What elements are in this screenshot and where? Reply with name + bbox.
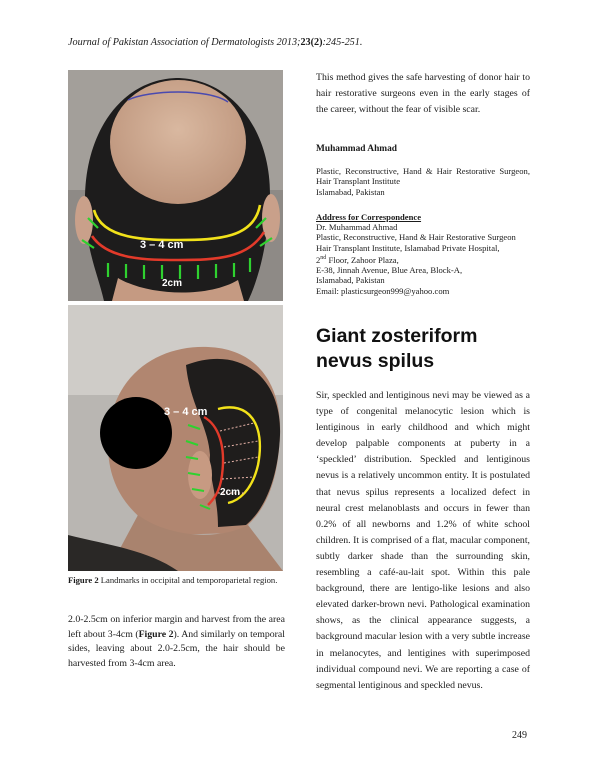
journal-volume: 23 — [300, 37, 311, 48]
figure-2b-temporoparietal-photo — [68, 305, 283, 571]
figure-b-margin-label: 2cm — [220, 487, 241, 498]
journal-issue: (2) — [310, 37, 323, 48]
correspondence-email: Email: plasticsurgeon999@yahoo.com — [316, 285, 450, 296]
correspondence-street: E-38, Jinnah Avenue, Blue Area, Block-A, — [316, 265, 463, 276]
author-affiliation — [316, 166, 530, 197]
journal-name: Journal of Pakistan Association of Dermatologists — [68, 37, 275, 48]
article-body: Sir, speckled and lentiginous nevi may be viewed as a type of congenital melanocytic lesion which is lentiginous in early childhood and which might develop palpable components at puberty in a ‘speckled’ distribution. Speckled and lentiginous nevus is a relatively uncommon entity. It is postulated that nevus spilus represents a localized defect in neural crest melanoblasts and occurs in fewer than 0.2% of all newborns and 1.2% of white school children. It is comprised of a flat, macular component, subtly darker shade than the surrounding skin, resembling a café-au-lait spot. Within this pale background, there are lentigo-like lesions and also elevated darker-brown nevi. Pathological examination shows, as the clinical appearance suggests, a background macular lesion with a very subtle increase in melanocytes, and lentigines with superimposed individual compound nevi. We are reporting a case of segmental lentiginous and speckled nevus. — [316, 390, 530, 691]
running-header — [68, 37, 362, 48]
journal-pages: :245-251. — [322, 37, 363, 48]
left-paragraph-part2: ). And similarly on temporal sides, leaving about 2.0-2.5cm, the hair should be harvested from 3-4cm area. — [68, 628, 285, 669]
article-title: Giant zosteriform nevus spilus — [316, 325, 478, 372]
author-name: Muhammad Ahmad — [316, 144, 398, 154]
figure-b-width-label: 3 – 4 cm — [164, 406, 208, 418]
correspondence-city: Islamabad, Pakistan — [316, 275, 385, 286]
correspondence-floor: 2nd Floor, Zahoor Plaza, — [316, 254, 399, 265]
correspondence-address — [316, 222, 530, 296]
correspondence-role: Plastic, Reconstructive, Hand & Hair Restorative Surgeon — [316, 232, 516, 243]
figure-caption-text: Landmarks in occipital and temporoparietal region. — [98, 575, 278, 585]
figure-reference: Figure 2 — [138, 628, 174, 640]
journal-year: 2013; — [276, 37, 301, 48]
correspondence-name: Dr. Muhammad Ahmad — [316, 222, 398, 232]
affiliation-city: Islamabad, Pakistan — [316, 186, 385, 197]
figure-caption-label: Figure 2 — [68, 575, 99, 585]
intro-paragraph: This method gives the safe harvesting of donor hair to hair restorative surgeons even in the early stages of the career, without the fear of visible scar. — [316, 72, 530, 115]
affiliation-text: Plastic, Reconstructive, Hand & Hair Restorative Surgeon, Hair Transplant Institute — [316, 166, 530, 187]
figure-a-margin-label: 2cm — [162, 278, 183, 289]
left-paragraph-part1: 2.0-2.5cm on inferior margin and harvest from the area left about 3-4cm ( — [68, 614, 285, 640]
figure-caption — [68, 575, 283, 585]
figure-a-width-label: 3 – 4 cm — [140, 239, 184, 251]
page-number: 249 — [512, 730, 527, 741]
correspondence-heading: Address for Correspondence — [316, 212, 422, 222]
left-column-paragraph — [68, 613, 285, 671]
correspondence-institute: Hair Transplant Institute, Islamabad Private Hospital, — [316, 242, 500, 253]
figure-2a-occipital-photo — [68, 70, 283, 301]
